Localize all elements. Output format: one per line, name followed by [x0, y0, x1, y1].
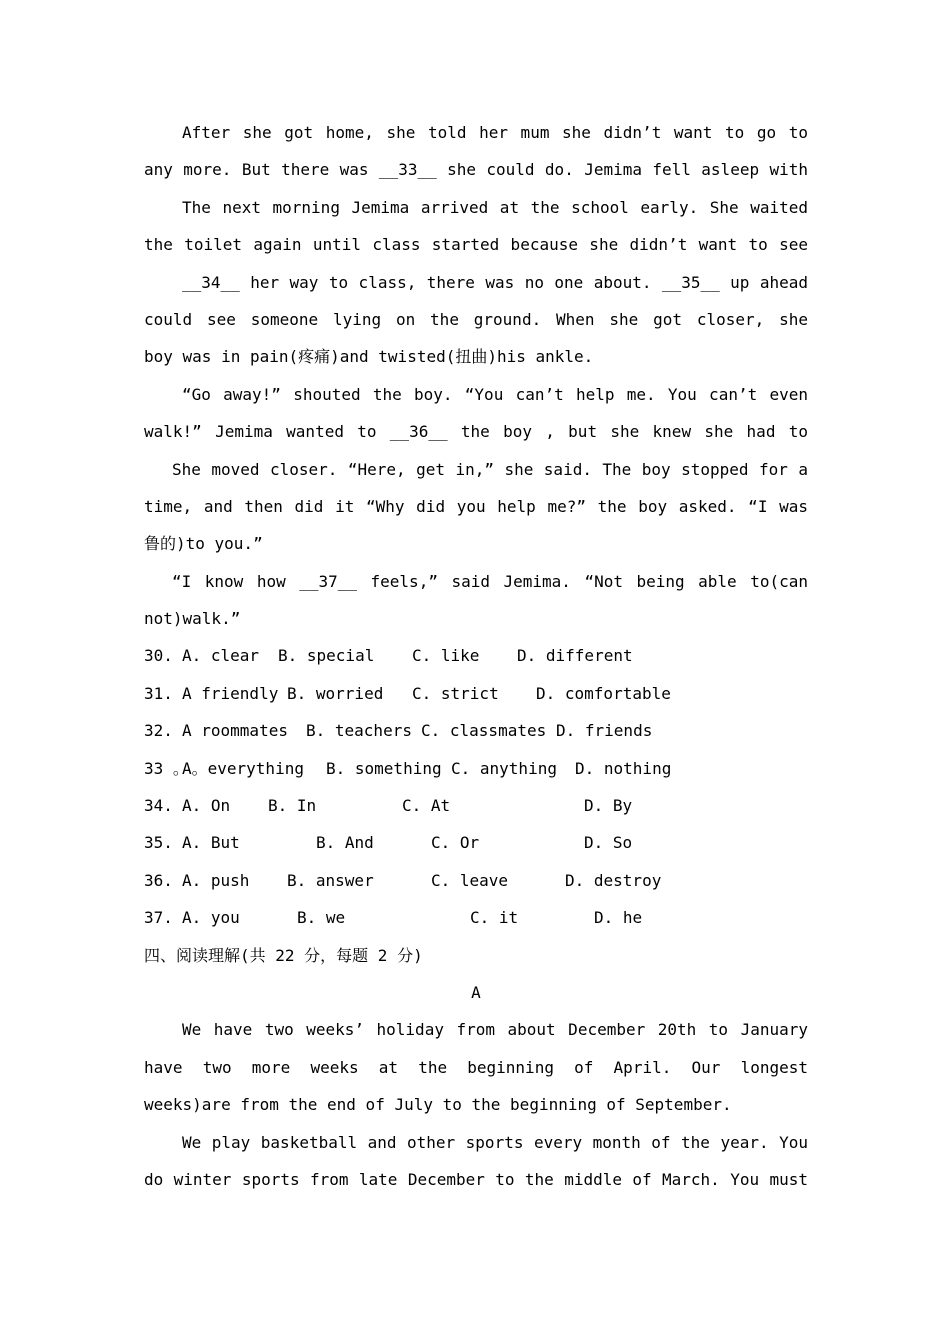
question-number: 35.: [144, 833, 173, 853]
passage-line: time, and then did it “Why did you help me?” the boy asked. “I was: [144, 496, 808, 516]
passage-line: After she got home, she told her mum she didn’t want to go to: [182, 123, 808, 142]
passage-line: weeks)are from the end of July to the beginning of September.: [144, 1095, 732, 1115]
option-c: C. At: [402, 796, 451, 816]
passage-title: A: [471, 982, 481, 1002]
option-d: D. nothing: [575, 758, 672, 778]
option-a: A friendly: [182, 683, 279, 703]
option-b: B. answer: [287, 870, 374, 890]
section-heading: 四、阅读理解(共 22 分，每题 2 分): [144, 945, 423, 965]
option-a: A。everything: [182, 758, 304, 778]
option-d: D. destroy: [565, 870, 662, 890]
option-a: A. push: [182, 870, 250, 890]
question-list: [144, 637, 808, 936]
passage-line: The next morning Jemima arrived at the school early. She waited: [182, 197, 808, 217]
option-d: D. So: [584, 833, 633, 853]
question-row: [144, 712, 808, 749]
question-row: [144, 862, 808, 899]
option-b: B. worried: [287, 683, 384, 703]
passage-line: any more. But there was __33__ she could do. Jemima fell asleep with: [144, 160, 808, 180]
passage-line: She moved closer. “Here, get in,” she said. The boy stopped for a: [172, 459, 808, 479]
question-row: [144, 899, 808, 936]
passage-line: “I know how __37__ feels,” said Jemima. “Not being able to(can: [172, 571, 808, 591]
option-a: A. But: [182, 833, 240, 853]
option-b: B. And: [316, 833, 374, 853]
question-number: 32.: [144, 721, 173, 741]
question-number: 36.: [144, 870, 173, 890]
passage-line: the toilet again until class started because she didn’t want to see: [144, 235, 808, 255]
option-c: C. strict: [412, 683, 499, 703]
passage-line: could see someone lying on the ground. When she got closer, she: [144, 309, 808, 329]
cloze-passage: [144, 114, 808, 637]
reading-passage-a: [144, 1011, 808, 1198]
question-row: [144, 750, 808, 787]
passage-line: We play basketball and other sports every month of the year. You: [182, 1132, 808, 1152]
passage-line: 鲁的)to you.”: [144, 534, 263, 554]
passage-line: not)walk.”: [144, 609, 241, 629]
question-row: [144, 824, 808, 861]
option-d: D. By: [584, 796, 633, 816]
option-a: A. you: [182, 908, 240, 928]
passage-line: “Go away!” shouted the boy. “You can’t help me. You can’t even: [182, 384, 808, 404]
option-d: D. he: [594, 908, 643, 928]
option-a: A. On: [182, 796, 231, 816]
option-d: D. friends: [556, 721, 653, 741]
document-page: [144, 114, 808, 1198]
option-c: C. anything: [451, 758, 557, 778]
question-number: 33 。: [144, 758, 189, 778]
question-number: 30.: [144, 646, 173, 666]
question-row: [144, 637, 808, 674]
question-number: 37.: [144, 908, 173, 928]
question-number: 31.: [144, 683, 173, 703]
passage-line: We have two weeks’ holiday from about December 20th to January: [182, 1020, 808, 1040]
question-number: 34.: [144, 796, 173, 816]
option-c: C. leave: [431, 870, 509, 890]
option-a: A. clear: [182, 646, 260, 666]
option-b: B. teachers: [306, 721, 412, 741]
option-c: C. it: [470, 908, 519, 928]
option-b: B. special: [278, 646, 375, 666]
option-c: C. Or: [431, 833, 480, 853]
option-d: D. different: [517, 646, 633, 666]
option-b: B. something: [326, 758, 442, 778]
option-b: B. we: [297, 908, 346, 928]
passage-line: do winter sports from late December to the middle of March. You must: [144, 1169, 808, 1189]
option-a: A roommates: [182, 721, 288, 741]
question-row: [144, 787, 808, 824]
passage-line: have two more weeks at the beginning of April. Our longest: [144, 1057, 808, 1077]
option-c: C. like: [412, 646, 480, 666]
passage-line: boy was in pain(疼痛)and twisted(扭曲)his ankle.: [144, 347, 594, 367]
option-b: B. In: [268, 796, 317, 816]
option-d: D. comfortable: [536, 683, 671, 703]
passage-line: walk!” Jemima wanted to __36__ the boy , but she knew she had to: [144, 422, 808, 442]
question-row: [144, 675, 808, 712]
option-c: C. classmates: [421, 721, 547, 741]
passage-line: __34__ her way to class, there was no one about. __35__ up ahead: [182, 272, 808, 292]
